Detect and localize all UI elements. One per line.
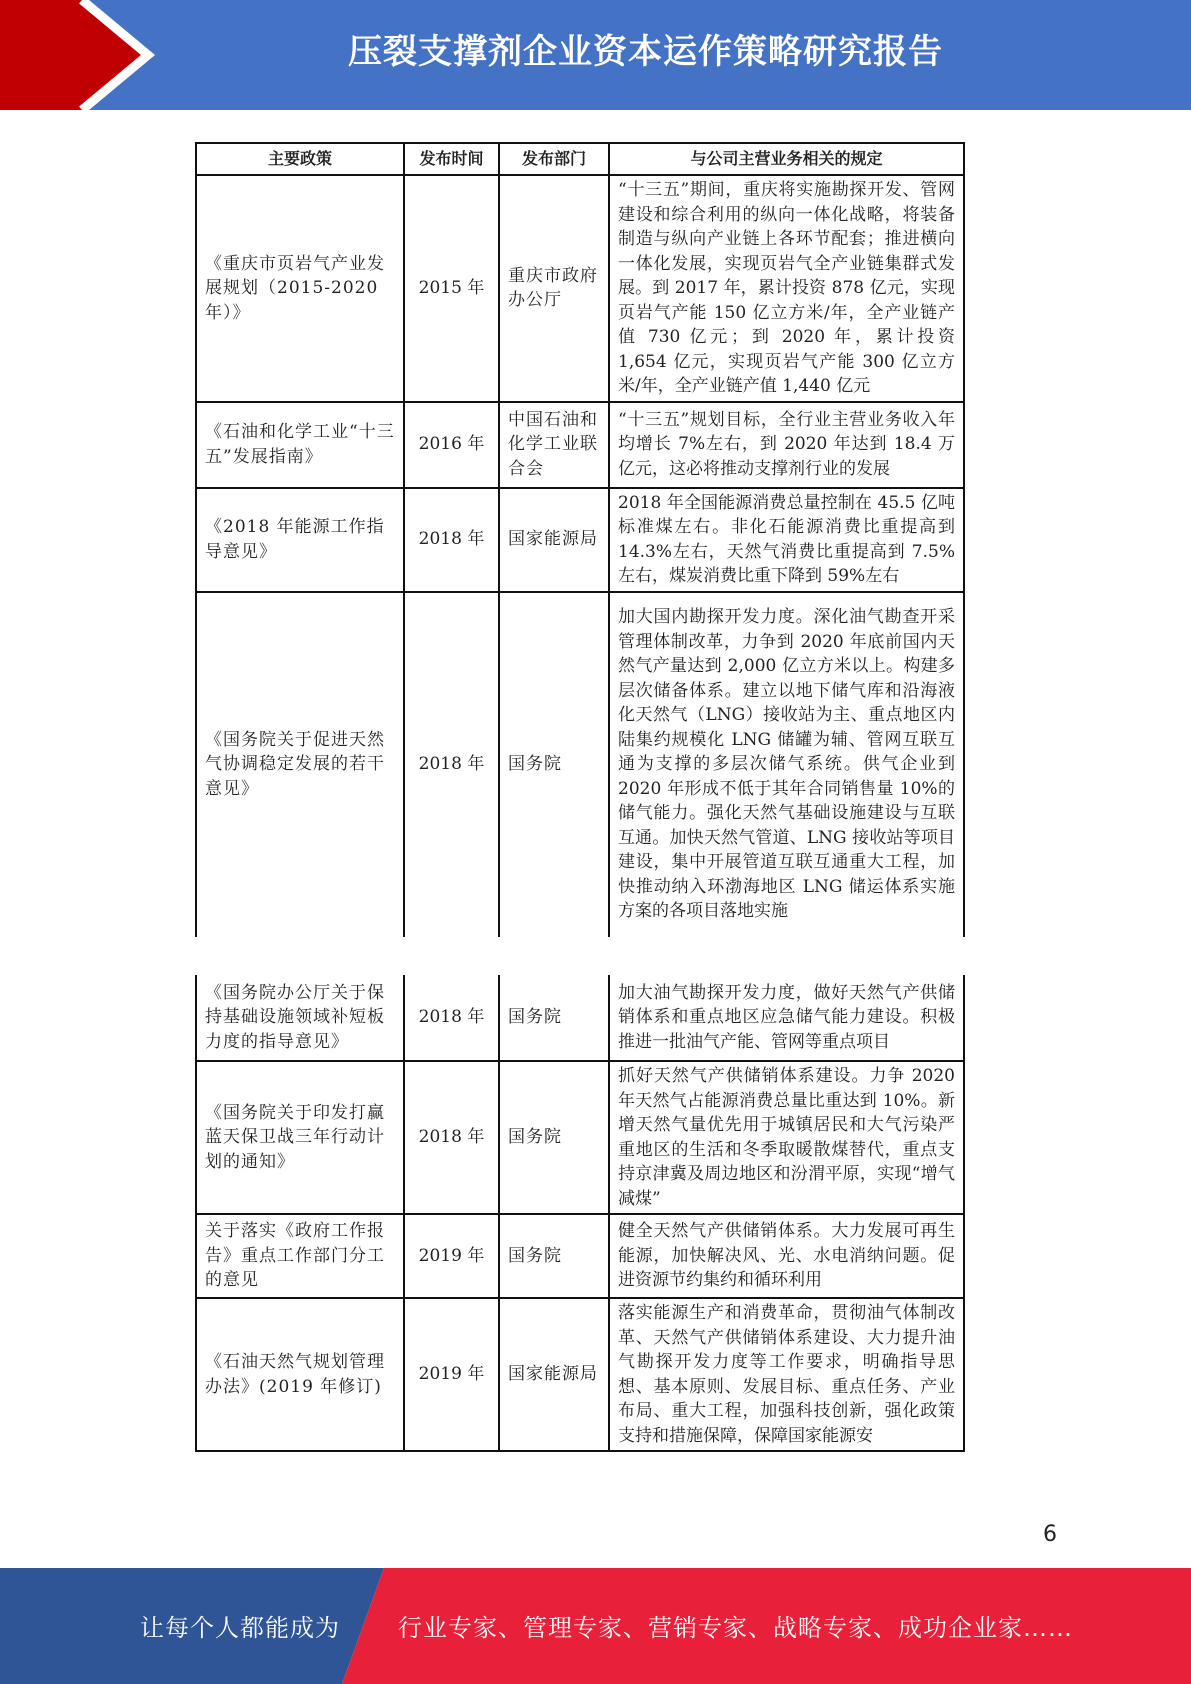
footer-slogan-right: 行业专家、管理专家、营销专家、战略专家、成功企业家…… — [398, 1614, 1073, 1642]
table-row — [196, 402, 964, 488]
table-row — [196, 1298, 964, 1451]
publish-year: 2018 年 — [404, 488, 499, 592]
page-number: 6 — [1043, 1522, 1057, 1547]
related-rule: 2018 年全国能源消费总量控制在 45.5 亿吨标准煤左右。非化石能源消费比重提高到 14.3%左右，天然气消费比重提高到 7.5%左右，煤炭消费比重下降到 59%左右 — [609, 488, 964, 592]
table-row — [196, 592, 964, 937]
policy-name: 《石油和化学工业“十三五”发展指南》 — [196, 402, 404, 488]
policy-name: 《国务院办公厅关于保持基础设施领域补短板力度的指导意见》 — [196, 975, 404, 1061]
policy-name: 《2018 年能源工作指导意见》 — [196, 488, 404, 592]
table-row — [196, 975, 964, 1061]
policy-name: 《重庆市页岩气产业发展规划（2015-2020年）》 — [196, 175, 404, 402]
footer-slogan-left: 让每个人都能成为 — [140, 1614, 340, 1642]
col-header-policy: 主要政策 — [196, 143, 404, 175]
publish-year: 2018 年 — [404, 592, 499, 937]
footer-banner — [0, 1568, 1191, 1684]
publish-dept: 国务院 — [499, 592, 609, 937]
publish-dept: 国家能源局 — [499, 1298, 609, 1451]
publish-dept: 国务院 — [499, 975, 609, 1061]
policy-name: 《国务院关于印发打赢蓝天保卫战三年行动计划的通知》 — [196, 1061, 404, 1214]
related-rule: “十三五”期间，重庆将实施勘探开发、管网建设和综合利用的纵向一体化战略，将装备制造与纵向产业链上各环节配套；推进横向一体化发展，实现页岩气全产业链集群式发展。到 2017 年，累计投资 878 亿元，实现页岩气产能 150 亿立方米/年，全产业链产值 730 亿元；到 2020 年，累计投资 1,654 亿元，实现页岩气产能 300 亿立方米/年，全产业链产值 1,440 亿元 — [609, 175, 964, 402]
publish-dept: 国务院 — [499, 1061, 609, 1214]
col-header-dept: 发布部门 — [499, 143, 609, 175]
header-arrow-icon — [0, 0, 160, 110]
publish-dept: 国家能源局 — [499, 488, 609, 592]
policy-name: 《石油天然气规划管理办法》(2019 年修订) — [196, 1298, 404, 1451]
report-title: 压裂支撑剂企业资本运作策略研究报告 — [348, 32, 943, 72]
publish-dept: 国务院 — [499, 1214, 609, 1298]
col-header-year: 发布时间 — [404, 143, 499, 175]
publish-year: 2018 年 — [404, 975, 499, 1061]
related-rule: 加大国内勘探开发力度。深化油气勘查开采管理体制改革，力争到 2020 年底前国内天然气产量达到 2,000 亿立方米以上。构建多层次储备体系。建立以地下储气库和沿海液化天然气（LNG）接收站为主、重点地区内陆集约规模化 LNG 储罐为辅、管网互联互通为支撑的多层次储气系统。供气企业到 2020 年形成不低于其年合同销售量 10%的储气能力。强化天然气基础设施建设与互联互通。加快天然气管道、LNG 接收站等项目建设，集中开展管道互联互通重大工程，加快推动纳入环渤海地区 LNG 储运体系实施方案的各项目落地实施 — [609, 592, 964, 937]
table-header-row — [196, 143, 964, 175]
publish-year: 2018 年 — [404, 1061, 499, 1214]
policy-name: 《国务院关于促进天然气协调稳定发展的若干意见》 — [196, 592, 404, 937]
related-rule: 抓好天然气产供储销体系建设。力争 2020 年天然气占能源消费总量比重达到 10%。新增天然气量优先用于城镇居民和大气污染严重地区的生活和冬季取暖散煤替代，重点支持京津冀及周边地区和汾渭平原，实现“增气减煤” — [609, 1061, 964, 1214]
related-rule: 加大油气勘探开发力度，做好天然气产供储销体系和重点地区应急储气能力建设。积极推进一批油气产能、管网等重点项目 — [609, 975, 964, 1061]
policy-table-part2 — [195, 975, 965, 1452]
header-banner — [0, 0, 1191, 110]
table-row — [196, 175, 964, 402]
table-row — [196, 1214, 964, 1298]
table-row — [196, 488, 964, 592]
related-rule: 落实能源生产和消费革命，贯彻油气体制改革、天然气产供储销体系建设、大力提升油气勘探开发力度等工作要求，明确指导思想、基本原则、发展目标、重点任务、产业布局、重大工程，加强科技创新，强化政策支持和措施保障，保障国家能源安 — [609, 1298, 964, 1451]
publish-year: 2019 年 — [404, 1298, 499, 1451]
publish-year: 2016 年 — [404, 402, 499, 488]
related-rule: 健全天然气产供储销体系。大力发展可再生能源，加快解决风、光、水电消纳问题。促进资源节约集约和循环利用 — [609, 1214, 964, 1298]
publish-year: 2015 年 — [404, 175, 499, 402]
publish-dept: 重庆市政府办公厅 — [499, 175, 609, 402]
publish-year: 2019 年 — [404, 1214, 499, 1298]
table-row — [196, 1061, 964, 1214]
policy-table-part1 — [195, 142, 965, 937]
related-rule: “十三五”规划目标，全行业主营业务收入年均增长 7%左右，到 2020 年达到 18.4 万亿元，这必将推动支撑剂行业的发展 — [609, 402, 964, 488]
policy-name: 关于落实《政府工作报告》重点工作部门分工的意见 — [196, 1214, 404, 1298]
publish-dept: 中国石油和化学工业联合会 — [499, 402, 609, 488]
col-header-rule: 与公司主营业务相关的规定 — [609, 143, 964, 175]
